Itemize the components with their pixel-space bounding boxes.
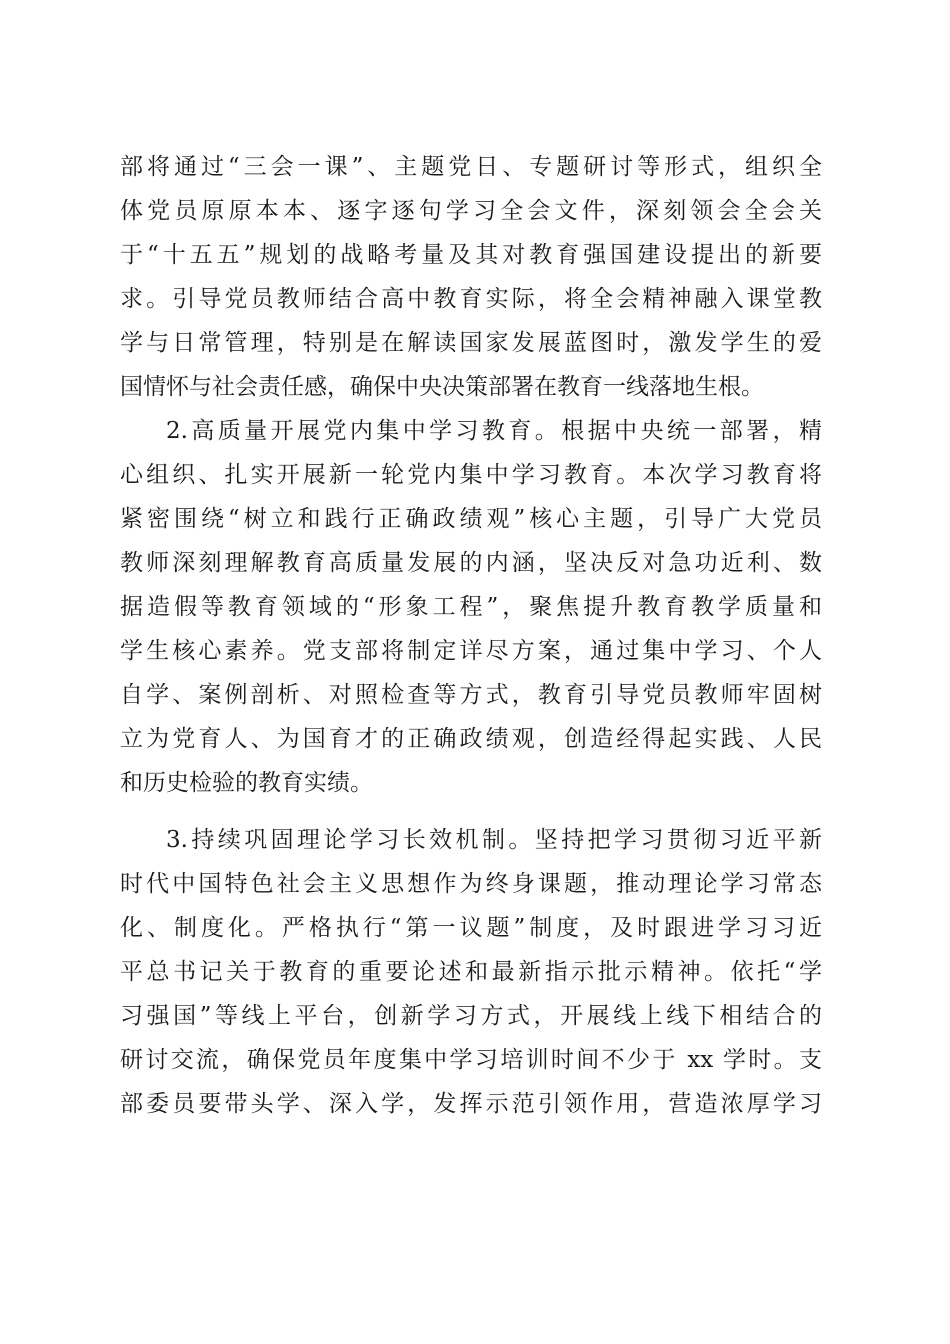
text-line: 据造假等教育领域的“形象工程”，聚焦提升教育教学质量和 [120, 594, 822, 620]
text-line: 3.持续巩固理论学习长效机制。坚持把学习贯彻习近平新 [166, 827, 822, 853]
text-line: 时代中国特色社会主义思想作为终身课题，推动理论学习常态 [120, 871, 822, 897]
text-line: 紧密围绕“树立和践行正确政绩观”核心主题，引导广大党员 [120, 506, 822, 532]
paragraph-2 [120, 409, 822, 805]
text-line: 研讨交流，确保党员年度集中学习培训时间不少于 xx 学时。支 [120, 1047, 822, 1073]
text-line: 化、制度化。严格执行“第一议题”制度，及时跟进学习习近 [120, 915, 822, 941]
text-line: 和历史检验的教育实绩。 [120, 770, 373, 796]
text-line: 自学、案例剖析、对照检查等方式，教育引导党员教师牢固树 [120, 682, 822, 708]
text-line: 学与日常管理，特别是在解读国家发展蓝图时，激发学生的爱 [120, 330, 822, 356]
text-line: 求。引导党员教师结合高中教育实际，将全会精神融入课堂教 [120, 286, 822, 312]
text-line: 心组织、扎实开展新一轮党内集中学习教育。本次学习教育将 [120, 462, 822, 488]
text-line: 学生核心素养。党支部将制定详尽方案，通过集中学习、个人 [120, 638, 822, 664]
paragraph-gap [120, 805, 822, 818]
text-line: 立为党育人、为国育才的正确政绩观，创造经得起实践、人民 [120, 726, 822, 752]
text-line: 2.高质量开展党内集中学习教育。根据中央统一部署，精 [166, 418, 822, 444]
text-line: 习强国”等线上平台，创新学习方式，开展线上线下相结合的 [120, 1003, 822, 1029]
text-line: 部委员要带头学、深入学，发挥示范引领作用，营造浓厚学习 [120, 1091, 822, 1117]
text-line: 教师深刻理解教育高质量发展的内涵，坚决反对急功近利、数 [120, 550, 822, 576]
paragraph-3 [120, 818, 822, 1126]
text-line: 平总书记关于教育的重要论述和最新指示批示精神。依托“学 [120, 959, 822, 985]
text-line: 部将通过“三会一课”、主题党日、专题研讨等形式，组织全 [120, 154, 822, 180]
document-body [120, 145, 822, 1126]
paragraph-1 [120, 145, 822, 409]
text-line: 国情怀与社会责任感，确保中央决策部署在教育一线落地生根。 [120, 374, 764, 400]
text-line: 于“十五五”规划的战略考量及其对教育强国建设提出的新要 [120, 242, 822, 268]
text-line: 体党员原原本本、逐字逐句学习全会文件，深刻领会全会关 [120, 198, 822, 224]
